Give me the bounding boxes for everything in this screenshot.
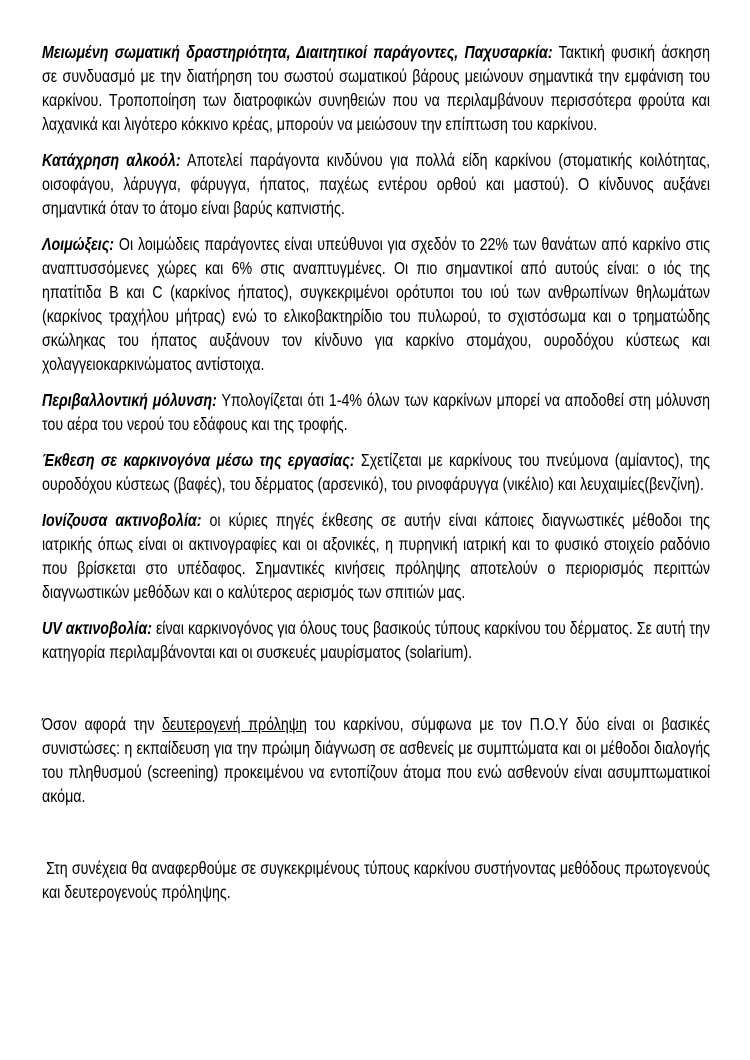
paragraph-text: είναι καρκινογόνος για όλους τους βασικούς τύπους καρκίνου του δέρματος. Σε αυτή την κατηγορία περιλαμβάνονται και οι συσκευές μαυρίσματος (solarium). [42,618,711,662]
paragraph-text: Σχετίζεται με καρκίνους του πνεύμονα (αμίαντος), της ουροδόχου κύστεως (βαφές), του δέρματος (αρσενικό), του ρινοφάρυγγα (νικέλιο) και λευχαιμίες(βενζίνη). [42,450,711,494]
paragraph-secondary-prevention [42,712,710,808]
paragraph-lead: Μειωμένη σωματική δραστηριότητα, Διαιτητικοί παράγοντες, Παχυσαρκία: [42,42,553,62]
paragraph-alcohol-abuse [42,148,710,220]
paragraph-lead: Λοιμώξεις: [42,234,115,254]
paragraph-text: Στη συνέχεια θα αναφερθούμε σε συγκεκριμένους τύπους καρκίνου συστήνοντας μεθόδους πρωτογενούς και δευτερογενούς πρόληψης. [42,858,711,902]
paragraph-infections [42,232,710,376]
paragraph-physical-activity-diet-obesity [42,40,710,136]
paragraph-lead: Περιβαλλοντική μόλυνση: [42,390,217,410]
paragraph-ionizing-radiation [42,508,710,604]
paragraph-occupational-carcinogens [42,448,710,496]
paragraph-text: Όσον αφορά την [42,714,163,734]
underlined-term: δευτερογενή πρόληψη [162,714,307,734]
paragraph-text: Αποτελεί παράγοντα κινδύνου για πολλά είδη καρκίνου (στοματικής κοιλότητας, οισοφάγου, λάρυγγα, φάρυγγα, ήπατος, παχέως εντέρου ορθού και μαστού). Ο κίνδυνος αυξάνει σημαντικά όταν το άτομο είναι βαρύς καπνιστής. [42,150,711,218]
paragraph-text: του καρκίνου, σύμφωνα με τον Π.Ο.Υ δύο είναι οι βασικές συνιστώσες: η εκπαίδευση για την πρώιμη διάγνωση σε ασθενείς με συμπτώματα και οι μέθοδοι διαλογής του πληθυσμού (screening) προκειμένου να εντοπίζουν άτομα που ενώ ασθενούν είναι ασυμπτωματικοί ακόμα. [42,714,711,806]
paragraph-environmental-pollution [42,388,710,436]
paragraph-lead: Έκθεση σε καρκινογόνα μέσω της εργασίας: [42,450,355,470]
paragraph-lead: Ιονίζουσα ακτινοβολία: [42,510,202,530]
paragraph-closing-note [42,856,710,904]
paragraph-lead: Κατάχρηση αλκοόλ: [42,150,181,170]
paragraph-text: οι κύριες πηγές έκθεσης σε αυτήν είναι κάποιες διαγνωστικές μέθοδοι της ιατρικής όπως είναι οι ακτινογραφίες και οι αξονικές, η πυρηνική ιατρική και το φυσικό στοιχείο ραδόνιο που βρίσκεται στο υπέδαφος. Σημαντικές κινήσεις πρόληψης αποτελούν ο περιορισμός περιττών διαγνωστικών μεθόδων και ο καλύτερος αερισμός των σπιτιών μας. [42,510,711,602]
document-content [42,40,710,916]
paragraph-text: Τακτική φυσική άσκηση σε συνδυασμό με την διατήρηση του σωστού σωματικού βάρους μειώνουν σημαντικά την εμφάνιση του καρκίνου. Τροποποίηση των διατροφικών συνηθειών που να περιλαμβάνουν περισσότερα φρούτα και λαχανικά και λιγότερο κόκκινο κρέας, μπορούν να μειώσουν την επίπτωση του καρκίνου. [42,42,711,134]
paragraph-text: Υπολογίζεται ότι 1-4% όλων των καρκίνων μπορεί να αποδοθεί στη μόλυνση του αέρα του νερού του εδάφους και της τροφής. [42,390,711,434]
paragraph-uv-radiation [42,616,710,664]
paragraph-text: Οι λοιμώδεις παράγοντες είναι υπεύθυνοι για σχεδόν το 22% των θανάτων από καρκίνο στις αναπτυσσόμενες χώρες και 6% στις αναπτυγμένες. Οι πιο σημαντικοί από αυτούς είναι: ο ιός της ηπατίτιδα Β και C (καρκίνος ήπατος), συγκεκριμένοι ορότυποι του ιού των ανθρωπίνων θηλωμάτων (καρκίνος τραχήλου μήτρας) ενώ το ελικοβακτηρίδιο του πυλωρού, το σχιστόσωμα και ο τρηματώδης σκώληκας του ήπατος αυξάνουν τον κίνδυνο για καρκίνο στομάχου, ουροδόχου κύστεως και χολαγγειοκαρκινώματος αντίστοιχα. [42,234,711,374]
paragraph-lead: UV ακτινοβολία: [42,618,152,638]
